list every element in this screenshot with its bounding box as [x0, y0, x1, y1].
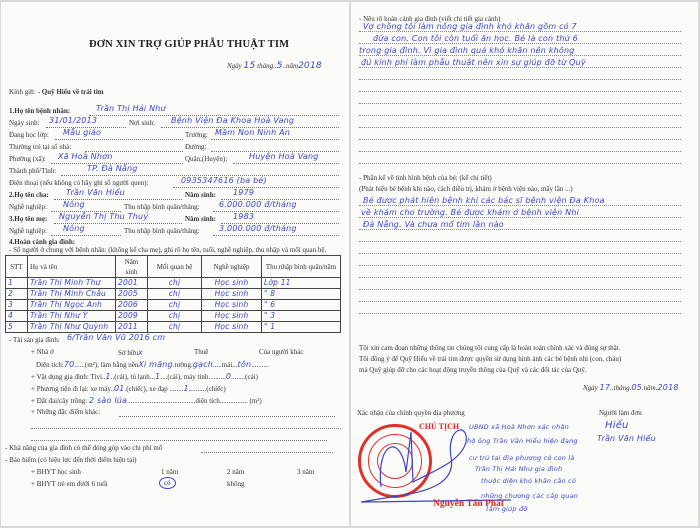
father-birth-label: Năm sinh:: [185, 191, 216, 199]
family-intro: - Số người ở chung với bệnh nhân: (không kể cha mẹ), ghi rõ họ tên, tuổi, nghề nghiệp, thu nhập và mối quan hệ.: [9, 246, 327, 254]
col-name: Họ và tên: [28, 256, 116, 278]
confirm-note-line: thuộc diện khó khăn cần có: [481, 477, 576, 485]
table-row: 3 Trần Thị Ngọc Anh 2006 chị Học sinh " 6: [6, 300, 341, 311]
mother-name: Nguyễn Thị Thu Thuỷ: [59, 212, 149, 221]
house-area-row: Diện tích:70......(m²), làm bằng nềnXi măng.tường.gạch.....mái...tôn..........: [36, 360, 269, 369]
illness-sublabel: (Phát hiện bé bệnh khi nào, cách điều trị, khám ở bệnh viện nào, mấy lần ...): [359, 185, 573, 193]
patient-dob-label: Ngày sinh:: [9, 119, 40, 127]
table-row: 5 Trần Thị Như Quỳnh 2011 chị Học sinh " 1: [6, 322, 341, 333]
patient-name-row: 1.Họ tên bệnh nhân:: [9, 107, 71, 115]
insurance-label: - Bảo hiểm (có hiệu lực đến thời điểm hiện tại): [5, 456, 137, 464]
mother-birth-label: Năm sinh:: [185, 215, 216, 223]
ward: Xã Hoà Nhơn: [58, 152, 113, 161]
mother-job-label: Nghề nghiệp:: [9, 227, 47, 235]
illness-line: Bé được phát hiện bệnh khi các bác sĩ bệnh viện Đa Khoa: [363, 196, 605, 205]
confirm-note-line: Trần Thị Hải Như gia đình: [475, 465, 563, 473]
illness-line: về khám cho trường. Bé được khám ở bệnh viện Nhi: [361, 208, 580, 217]
date-day: 15: [243, 61, 256, 71]
table-row: 1 Trần Thị Minh Thư 2001 chị Học sinh Lớp 11: [6, 278, 341, 289]
assets-note: 6/Trần Văn Vũ 2016 cm: [67, 333, 166, 342]
addressee: Kính gửi: - Quỹ Hiểu về trái tim: [9, 88, 104, 96]
col-relation: Mối quan hệ: [148, 256, 202, 278]
mother-income-label: Thu nhập bình quân/tháng:: [124, 227, 200, 235]
bhyt-option-3-years[interactable]: 3 năm: [297, 468, 315, 476]
table-row: 2 Trần Thị Minh Châu 2005 chị Học sinh " 8: [6, 289, 341, 300]
pledge-line: Tôi xin cam đoan những thông tin chúng tôi cung cấp là hoàn toàn chính xác và đúng sự thật.: [359, 344, 621, 352]
confirm-note-line: tâm giúp đỡ: [486, 505, 528, 513]
col-stt: STT: [6, 256, 28, 278]
city: TP. Đà Nẵng: [87, 164, 138, 173]
household-table: [5, 255, 341, 333]
circumstance-line: Vợ chồng tôi làm nông gia đình khó khăn gồm có 7: [363, 22, 577, 31]
applicant-name: Trần Văn Hiếu: [597, 434, 656, 443]
father-job: Nông: [63, 200, 85, 209]
bhyt-child-yes-circled[interactable]: có: [159, 477, 176, 489]
father-name-label: 2.Họ tên cha:: [9, 191, 49, 199]
household-goods-row: + Vật dụng gia đình: Tivi..1..(cái), tủ lạnh...1....(cái), máy tính..........0........(cái): [31, 372, 258, 381]
ward-label: Phường (xã):: [9, 155, 46, 163]
circumstance-label: - Nêu rõ hoàn cảnh gia đình (viết chi tiết gia cảnh): [359, 15, 501, 23]
pledge-line: mà Quỹ giúp đỡ cho các hoạt động truyền thông của Quỹ và các đối tác của Quỹ.: [359, 366, 587, 374]
school: Mầm Non Ninh An: [215, 128, 291, 137]
school-label: Trường:: [185, 131, 208, 139]
bhyt-child-label: + BHYT trẻ em dưới 6 tuổi: [31, 480, 108, 488]
birthplace: Bệnh Viện Đa Khoa Hoà Vang: [171, 116, 295, 125]
ownership-rent: Thuê: [194, 348, 209, 356]
land-row: + Đất đai/cây trồng: 2 sào lúa.......................................diện tích................ (m²): [31, 396, 262, 405]
confirm-note-line: cư trú tại địa phương có con là: [469, 454, 575, 462]
patient-dob: 31/01/2013: [49, 116, 98, 125]
bhyt-option-2-years[interactable]: 2 năm: [227, 468, 245, 476]
phone: 0935347616 (ba bé): [181, 176, 267, 185]
confirm-note-line: hộ ông Trần Văn Hiếu hiện đang: [467, 437, 578, 445]
assets-label: - Tài sản gia đình:: [9, 336, 60, 344]
contribution-label: - Khả năng của gia đình có thể đóng góp vào chi phí mổ: [5, 444, 163, 452]
ownership-other: Của người khác: [259, 348, 304, 356]
confirm-note-line: UBND xã Hoà Nhơn xác nhận: [469, 423, 569, 431]
circumstance-line: đủ kinh phí làm phẫu thuật nên xin sự giúp đỡ từ Quỹ: [361, 58, 586, 67]
bhyt-child-no[interactable]: không: [227, 480, 245, 488]
father-birth-year: 1979: [233, 188, 255, 197]
table-header-row: [6, 256, 341, 278]
circumstance-line: đứa con. Con tôi còn tuổi ăn học. Bé là con thứ 6: [373, 34, 578, 43]
family-heading: 4.Hoàn cảnh gia đình:: [9, 238, 76, 246]
other-features-label: + Những đặc điểm khác:: [31, 408, 101, 416]
district: Huyện Hoà Vang: [249, 152, 319, 161]
application-date: Ngày 15 tháng..5..năm2018: [227, 61, 322, 71]
father-job-label: Nghề nghiệp:: [9, 203, 47, 211]
pledge-line: Tôi đồng ý để Quỹ Hiểu về trái tim được quyền sử dụng hình ảnh các bé bệnh nhi (con, cháu): [359, 355, 622, 363]
transport-row: + Phương tiện đi lại: xe máy..01.(chiếc), xe đạp ........1..........(chiếc): [31, 384, 226, 393]
bhyt-option-1-year[interactable]: 1 năm: [161, 468, 179, 476]
street-label: Đường:: [185, 143, 207, 151]
col-birth-year: Năm sinh: [116, 256, 148, 278]
table-row: 4 Trần Thị Như Ý 2009 chị Học sinh " 3: [6, 311, 341, 322]
bhyt-student-label: + BHYT học sinh: [31, 468, 81, 476]
date-year: 2018: [298, 61, 322, 71]
class-label: Đang học lớp:: [9, 131, 49, 139]
patient-name: Trần Thị Hải Như: [96, 104, 166, 113]
form-title: ĐƠN XIN TRỢ GIÚP PHẪU THUẬT TIM: [89, 39, 290, 50]
class: Mẫu giáo: [63, 128, 102, 137]
chairman-name: Nguyễn Tấn Phát: [433, 499, 505, 509]
form-page-right: [351, 2, 698, 526]
city-label: Thành phố/Tỉnh:: [9, 167, 57, 175]
applicant-signature: Hiếu: [605, 420, 629, 431]
date-month: 5: [276, 61, 283, 71]
phone-label: Điện thoại (nếu không có hãy ghi số người quen):: [9, 179, 149, 187]
father-name: Trần Văn Hiếu: [66, 188, 125, 197]
circumstance-line: trong gia đình. Vì gia đình quá khó khăn nên không: [359, 46, 575, 55]
mother-job: Nông: [63, 224, 85, 233]
local-confirm-label: Xác nhận của chính quyền địa phương: [357, 409, 465, 417]
father-income: 6.000.000 đ/tháng: [219, 200, 297, 209]
ownership-own: Sở hữux: [118, 348, 144, 357]
district-label: Quận,(Huyện):: [185, 155, 228, 163]
applicant-label: Người làm đơn: [599, 409, 642, 417]
col-income: Thu nhập bình quân/năm: [262, 256, 341, 278]
form-page-left: [1, 2, 349, 526]
col-job: Nghề nghiệp: [202, 256, 262, 278]
chairman-title: CHỦ TỊCH: [419, 422, 460, 431]
illness-label: - Phần kể về tình hình bệnh của bé: (kể chi tiết): [359, 174, 492, 182]
signature-date: Ngày 17..tháng.05.năm.2018: [583, 383, 679, 392]
mother-birth-year: 1983: [233, 212, 255, 221]
mother-income: 3.000.000 đ/tháng: [219, 224, 297, 233]
house-label: + Nhà ở: [31, 348, 54, 356]
address-label: Thường trú tại số nhà:: [9, 143, 72, 151]
birthplace-label: Nơi sinh:: [129, 119, 156, 127]
father-income-label: Thu nhập bình quân/tháng:: [124, 203, 200, 211]
confirm-note-line: những chương các cấp quan: [481, 492, 579, 500]
mother-name-label: 3.Họ tên mẹ:: [9, 215, 48, 223]
illness-line: Đà Nẵng. Và chưa mổ tim lần nào: [363, 220, 504, 229]
